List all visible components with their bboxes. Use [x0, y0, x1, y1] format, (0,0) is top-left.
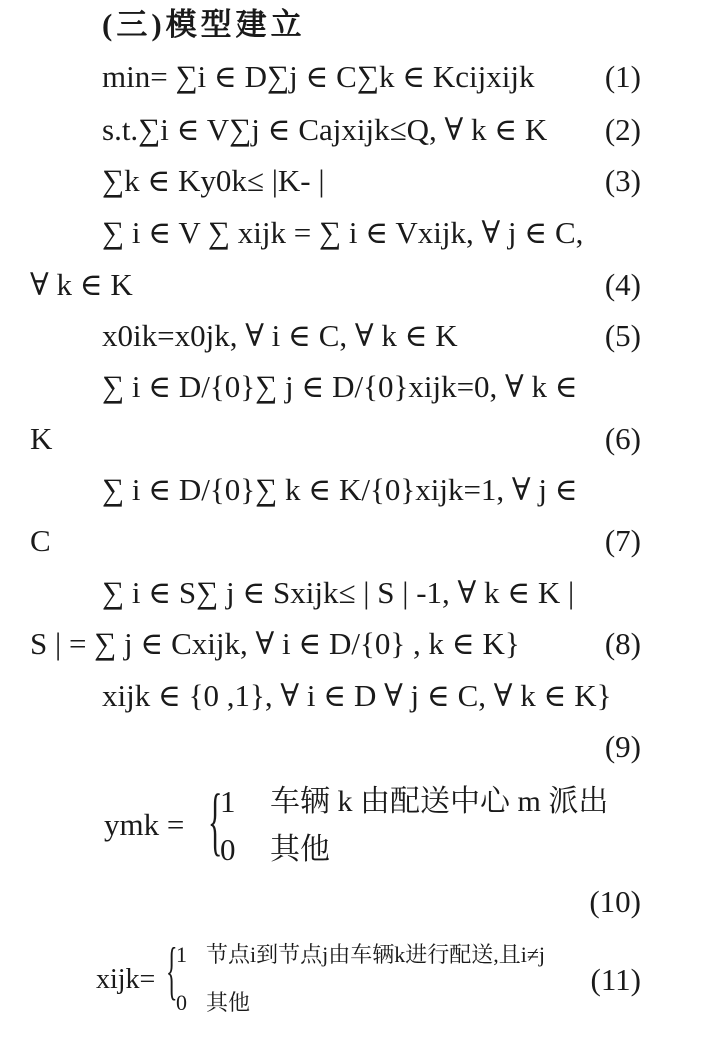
equation-1-number: (1) — [604, 59, 641, 94]
equation-6-cont-text: K — [30, 421, 53, 456]
equation-11-case1-value: 1 — [176, 942, 187, 967]
section-title: (三)模型建立 — [102, 7, 306, 42]
equation-10-number: (10) — [589, 884, 641, 919]
equation-5-number: (5) — [604, 318, 641, 353]
equation-10-lhs: ymk = — [104, 807, 185, 842]
equation-10-case2-value: 0 — [220, 832, 236, 867]
equation-5-text: x0ik=x0jk, ∀ i ∈ C, ∀ k ∈ K — [102, 318, 458, 353]
equation-4-number: (4) — [604, 267, 641, 302]
equation-8-cont-text: S | = ∑ j ∈ Cxijk, ∀ i ∈ D/{0} , k ∈ K} — [30, 626, 520, 661]
equation-7-text: ∑ i ∈ D/{0}∑ k ∈ K/{0}xijk=1, ∀ j ∈ — [102, 472, 578, 507]
equation-8-number: (8) — [604, 626, 641, 661]
equation-11-case2-text: 其他 — [206, 990, 251, 1015]
equation-10-cases — [104, 780, 664, 870]
equation-10-case1-value: 1 — [220, 784, 236, 819]
equation-11-brace: { — [166, 936, 178, 1008]
equation-10-brace: { — [208, 778, 223, 864]
equation-11-cases — [96, 934, 596, 1024]
equation-10-case1-text: 车辆 k 由配送中心 m 派出 — [270, 785, 609, 818]
equation-4-cont-text: ∀ k ∈ K — [30, 267, 133, 302]
equation-2-text: s.t.∑i ∈ V∑j ∈ Cajxijk≤Q, ∀ k ∈ K — [102, 112, 548, 147]
equation-6-text: ∑ i ∈ D/{0}∑ j ∈ D/{0}xijk=0, ∀ k ∈ — [102, 369, 578, 404]
equation-9-text: xijk ∈ {0 ,1}, ∀ i ∈ D ∀ j ∈ C, ∀ k ∈ K} — [102, 678, 612, 713]
equation-11-number: (11) — [590, 962, 641, 997]
equation-4-text: ∑ i ∈ V ∑ xijk = ∑ i ∈ Vxijk, ∀ j ∈ C, — [102, 215, 584, 250]
equation-11-lhs: xijk= — [96, 964, 156, 995]
equation-1-text: min= ∑i ∈ D∑j ∈ C∑k ∈ Kcijxijk — [102, 59, 535, 94]
equation-11-case1-text: 节点i到节点j由车辆k进行配送,且i≠j — [206, 942, 546, 967]
equation-2-number: (2) — [604, 112, 641, 147]
equation-3-text: ∑k ∈ Ky0k≤ |K- | — [102, 163, 325, 198]
equation-11-case2-value: 0 — [176, 990, 187, 1015]
equation-10-case2-text: 其他 — [270, 833, 330, 866]
equation-9-number: (9) — [604, 729, 641, 764]
equation-8-text: ∑ i ∈ S∑ j ∈ Sxijk≤ | S | -1, ∀ k ∈ K | — [102, 575, 575, 610]
equation-3-number: (3) — [604, 163, 641, 198]
equation-7-cont-text: C — [30, 523, 51, 558]
equation-7-number: (7) — [604, 523, 641, 558]
equation-6-number: (6) — [604, 421, 641, 456]
